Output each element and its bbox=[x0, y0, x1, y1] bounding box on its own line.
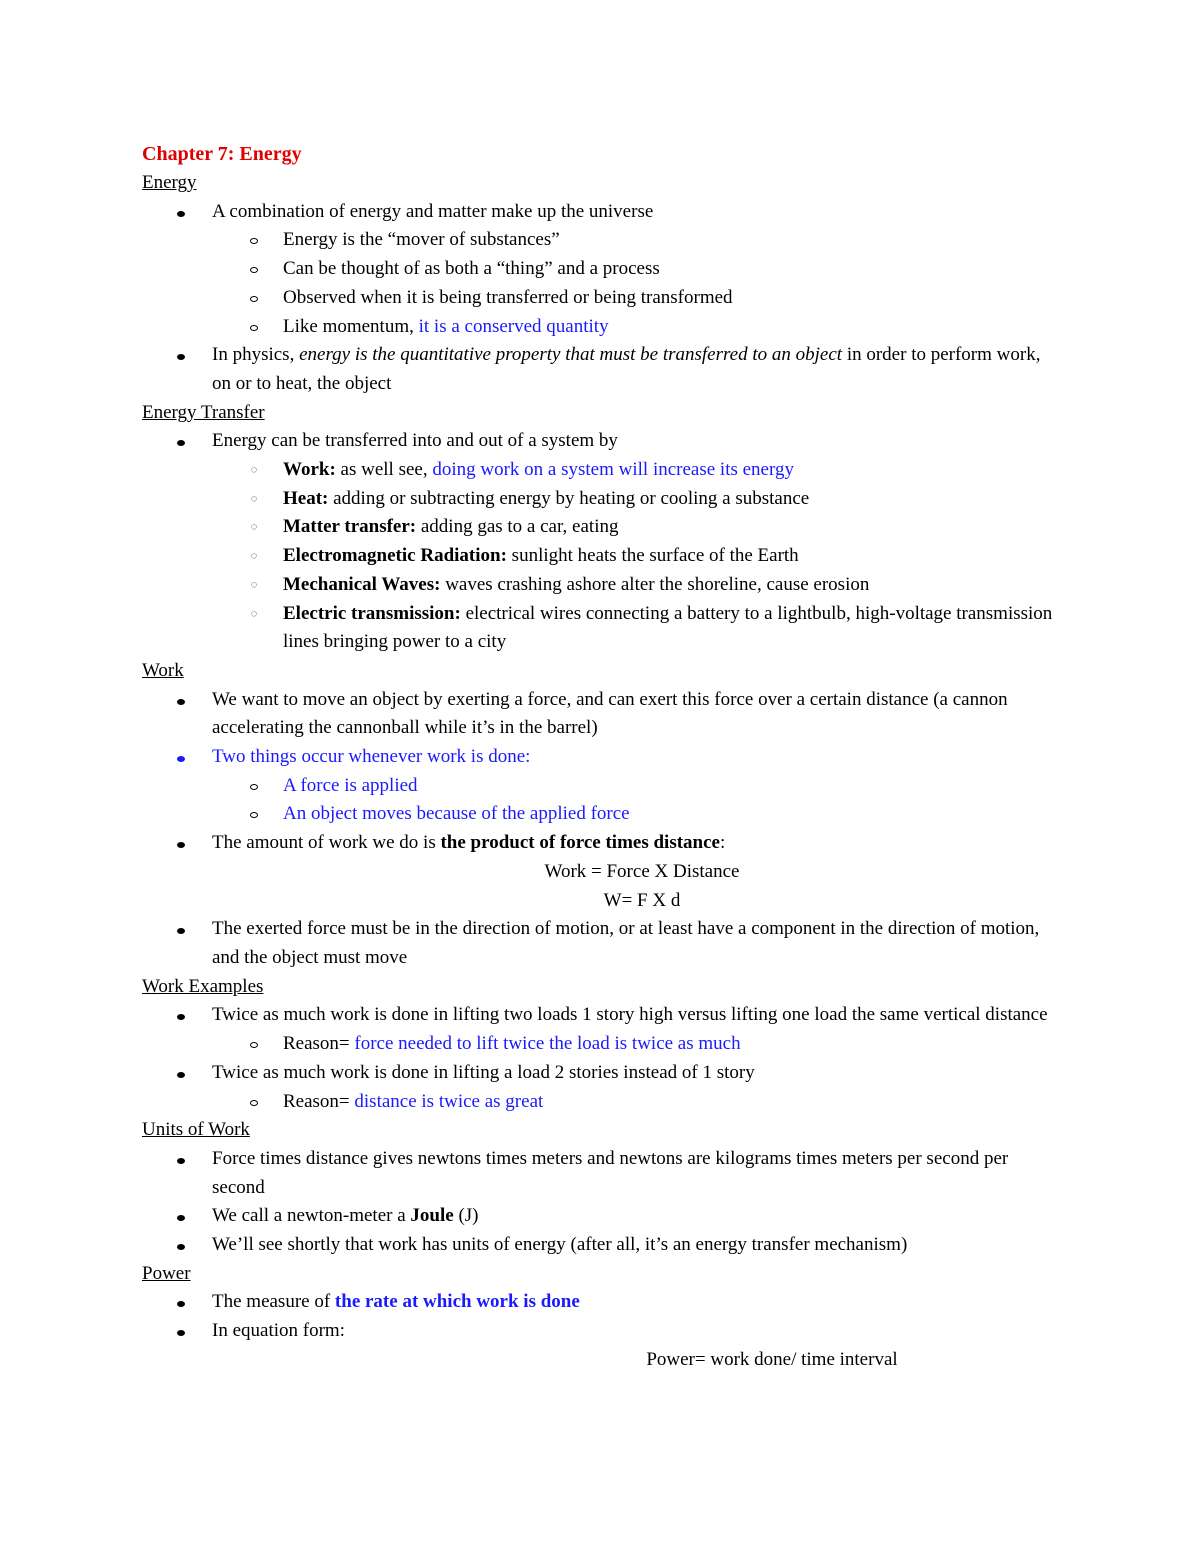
circle-bullet-icon bbox=[250, 784, 258, 790]
list-item: Twice as much work is done in lifting two loads 1 story high versus lifting one load the same vertical distance bbox=[142, 1001, 1062, 1030]
bullet-icon bbox=[177, 756, 185, 762]
section-heading-units-of-work: Units of Work bbox=[142, 1119, 250, 1141]
energy-list bbox=[142, 198, 1062, 399]
bullet-icon bbox=[177, 440, 185, 446]
equation-work-short: W= F X d bbox=[603, 889, 681, 911]
dotted-circle-bullet-icon: ◌ bbox=[250, 521, 258, 534]
list-item: Energy can be transferred into and out of a system by bbox=[142, 427, 1062, 456]
sub-list-item: Reason= force needed to lift twice the load is twice as much bbox=[142, 1030, 1062, 1059]
list-item: We want to move an object by exerting a force, and can exert this force over a certain distance (a cannon accelerating the cannonball while it’s in the barrel) bbox=[142, 686, 1062, 743]
equation-power: Power= work done/ time interval bbox=[646, 1348, 898, 1370]
list-item: A combination of energy and matter make up the universe bbox=[142, 198, 1062, 227]
dotted-circle-bullet-icon: ◌ bbox=[250, 578, 258, 591]
list-item: The amount of work we do is the product of force times distance: bbox=[142, 829, 1062, 858]
list-item: The measure of the rate at which work is done bbox=[142, 1288, 1062, 1317]
bullet-icon bbox=[177, 699, 185, 705]
bullet-icon bbox=[177, 1014, 185, 1020]
circle-bullet-icon bbox=[250, 1042, 258, 1048]
list-item: The exerted force must be in the direction of motion, or at least have a component in the direction of motion, and the object must move bbox=[142, 915, 1062, 972]
bullet-icon bbox=[177, 1072, 185, 1078]
circle-bullet-icon bbox=[250, 325, 258, 331]
sub-list-item: Observed when it is being transferred or being transformed bbox=[142, 284, 1062, 313]
bullet-icon bbox=[177, 1158, 185, 1164]
sub-list-item: Can be thought of as both a “thing” and a process bbox=[142, 255, 1062, 284]
circle-bullet-icon bbox=[250, 1100, 258, 1106]
section-heading-work-examples: Work Examples bbox=[142, 975, 264, 997]
sub-list-item: ◌ Work: as well see, doing work on a system will increase its energy bbox=[142, 456, 1062, 485]
work-examples-list bbox=[142, 1001, 1062, 1116]
bullet-icon bbox=[177, 1301, 185, 1307]
dotted-circle-bullet-icon: ◌ bbox=[250, 492, 258, 505]
section-heading-energy-transfer: Energy Transfer bbox=[142, 401, 265, 423]
circle-bullet-icon bbox=[250, 812, 258, 818]
sub-list-item: An object moves because of the applied force bbox=[142, 800, 1062, 829]
circle-bullet-icon bbox=[250, 296, 258, 302]
sub-list-item: Like momentum, it is a conserved quantity bbox=[142, 313, 1062, 342]
sub-list-item: ◌ Mechanical Waves: waves crashing ashore alter the shoreline, cause erosion bbox=[142, 571, 1062, 600]
bullet-icon bbox=[177, 928, 185, 934]
list-item: Force times distance gives newtons times meters and newtons are kilograms times meters per second per second bbox=[142, 1145, 1062, 1202]
sub-list-item: Energy is the “mover of substances” bbox=[142, 226, 1062, 255]
sub-list-item: ◌ Electric transmission: electrical wires connecting a battery to a lightbulb, high-voltage transmission lines bringing power to a city bbox=[142, 600, 1062, 657]
list-item: Two things occur whenever work is done: bbox=[142, 743, 1062, 772]
sub-list-item: ◌ Electromagnetic Radiation: sunlight heats the surface of the Earth bbox=[142, 542, 1062, 571]
work-list-continued bbox=[142, 915, 1062, 972]
dotted-circle-bullet-icon: ◌ bbox=[250, 607, 258, 620]
bullet-icon bbox=[177, 842, 185, 848]
work-list bbox=[142, 686, 1062, 858]
list-item: We’ll see shortly that work has units of energy (after all, it’s an energy transfer mechanism) bbox=[142, 1231, 1062, 1260]
dotted-circle-bullet-icon: ◌ bbox=[250, 464, 258, 477]
section-heading-work: Work bbox=[142, 659, 184, 681]
list-item: In physics, energy is the quantitative property that must be transferred to an object in order to perform work, on or to heat, the object bbox=[142, 341, 1062, 398]
equation-work: Work = Force X Distance bbox=[544, 860, 740, 882]
bullet-icon bbox=[177, 354, 185, 360]
sub-list-item: Reason= distance is twice as great bbox=[142, 1088, 1062, 1117]
bullet-icon bbox=[177, 211, 185, 217]
list-item: We call a newton-meter a Joule (J) bbox=[142, 1202, 1062, 1231]
power-list bbox=[142, 1288, 1062, 1345]
chapter-title: Chapter 7: Energy bbox=[142, 143, 302, 165]
energy-transfer-list bbox=[142, 427, 1062, 657]
circle-bullet-icon bbox=[250, 238, 258, 244]
sub-list-item: ◌ Heat: adding or subtracting energy by heating or cooling a substance bbox=[142, 485, 1062, 514]
units-list bbox=[142, 1145, 1062, 1260]
dotted-circle-bullet-icon: ◌ bbox=[250, 550, 258, 563]
section-heading-power: Power bbox=[142, 1262, 191, 1284]
bullet-icon bbox=[177, 1215, 185, 1221]
section-heading-energy: Energy bbox=[142, 172, 197, 193]
sub-list-item: A force is applied bbox=[142, 772, 1062, 801]
list-item: Twice as much work is done in lifting a load 2 stories instead of 1 story bbox=[142, 1059, 1062, 1088]
list-item: In equation form: bbox=[142, 1317, 1062, 1346]
sub-list-item: ◌ Matter transfer: adding gas to a car, eating bbox=[142, 513, 1062, 542]
document-page bbox=[142, 139, 1062, 1375]
bullet-icon bbox=[177, 1330, 185, 1336]
circle-bullet-icon bbox=[250, 267, 258, 273]
bullet-icon bbox=[177, 1244, 185, 1250]
